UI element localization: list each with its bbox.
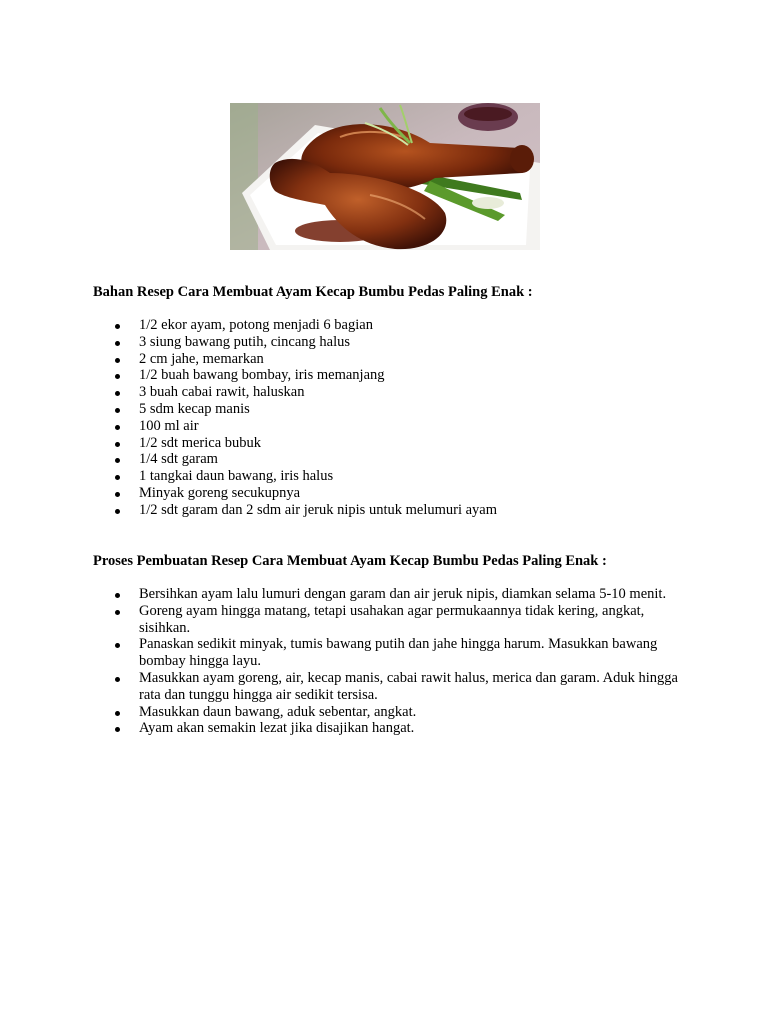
list-item: 1/2 ekor ayam, potong menjadi 6 bagian [0,317,679,334]
steps-list [0,586,679,737]
list-item: 1/2 buah bawang bombay, iris memanjang [0,367,679,384]
list-item: 3 siung bawang putih, cincang halus [0,334,679,351]
ingredients-list [0,317,679,519]
list-item: Ayam akan semakin lezat jika disajikan hangat. [0,720,679,737]
list-item: 100 ml air [0,418,679,435]
steps-heading: Proses Pembuatan Resep Cara Membuat Ayam Kecap Bumbu Pedas Paling Enak : [93,553,607,569]
list-item: 1/2 sdt garam dan 2 sdm air jeruk nipis untuk melumuri ayam [0,502,679,519]
list-item: Minyak goreng secukupnya [0,485,679,502]
list-item: 1/4 sdt garam [0,451,679,468]
list-item: Masukkan daun bawang, aduk sebentar, angkat. [0,704,679,721]
list-item: 3 buah cabai rawit, haluskan [0,384,679,401]
list-item: Bersihkan ayam lalu lumuri dengan garam dan air jeruk nipis, diamkan selama 5-10 menit. [0,586,679,603]
ingredients-heading: Bahan Resep Cara Membuat Ayam Kecap Bumbu Pedas Paling Enak : [93,284,533,300]
list-item: 5 sdm kecap manis [0,401,679,418]
list-item: 2 cm jahe, memarkan [0,351,679,368]
ayam-kecap-photo [230,103,540,250]
list-item: Goreng ayam hingga matang, tetapi usahakan agar permukaannya tidak kering, angkat, sisihkan. [0,603,679,637]
list-item: Panaskan sedikit minyak, tumis bawang putih dan jahe hingga harum. Masukkan bawang bombay hingga layu. [0,636,679,670]
list-item: 1/2 sdt merica bubuk [0,435,679,452]
list-item: Masukkan ayam goreng, air, kecap manis, cabai rawit halus, merica dan garam. Aduk hingga rata dan tunggu hingga air sedikit tersisa. [0,670,679,704]
list-item: 1 tangkai daun bawang, iris halus [0,468,679,485]
